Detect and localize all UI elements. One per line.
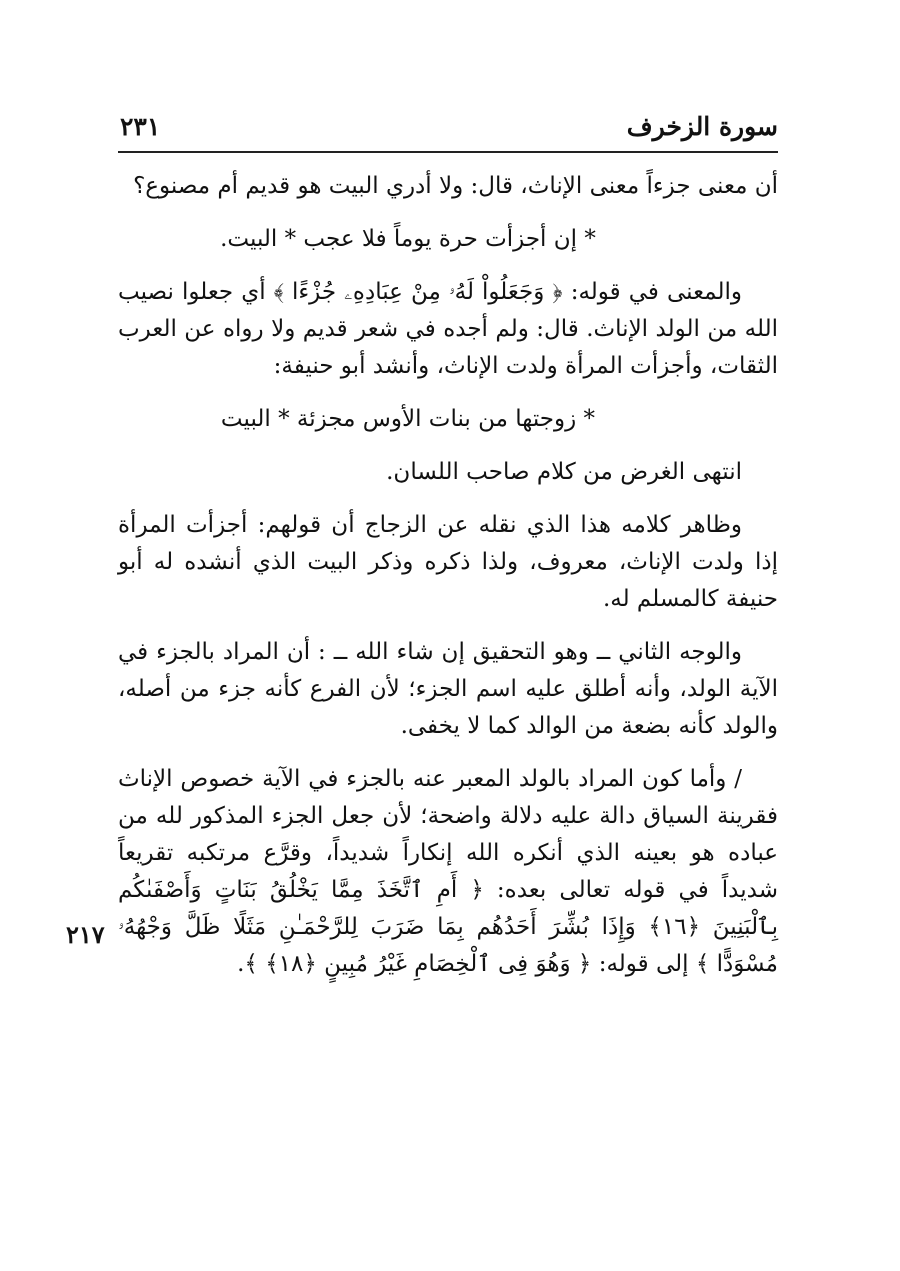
paragraph-3: انتهى الغرض من كلام صاحب اللسان. bbox=[386, 459, 742, 485]
header-divider bbox=[118, 151, 778, 153]
page-number: ٢٣١ bbox=[120, 112, 161, 141]
paragraph-6: / وأما كون المراد بالولد المعبر عنه بالجزء في الآية خصوص الإناث فقرينة السياق دالة عليه دلالة واضحة؛ لأن جعل الجزء المذكور لله من عباده هو بعينه الذي أنكره الله إنكاراً شديداً، وقرَّع مرتكبه تقريعاً شديداً في قوله تعالى بعده: ﴿ أَمِ ٱتَّخَذَ مِمَّا يَخْلُقُ بَنَاتٍ وَأَصْفَىٰكُم بِٱلْبَنِينَ ﴿١٦﴾ وَإِذَا بُشِّرَ أَحَدُهُم بِمَا ضَرَبَ لِلرَّحْمَـٰنِ مَثَلًا ظَلَّ وَجْهُهُۥ مُسْوَدًّا ﴾ إلى قوله: ﴿ وَهُوَ فِى ٱلْخِصَامِ غَيْرُ مُبِينٍ ﴿١٨﴾ ﴾. bbox=[118, 766, 778, 977]
paragraph-1: أن معنى جزءاً معنى الإناث، قال: ولا أدري البيت هو قديم أم مصنوع؟ bbox=[133, 173, 778, 199]
paragraph-2: والمعنى في قوله: ﴿ وَجَعَلُواْ لَهُۥ مِنْ عِبَادِهِۦ جُزْءًا ﴾ أي جعلوا نصيب الله من الولد الإناث. قال: ولم أجده في شعر قديم ولا رواه عن العرب الثقات، وأجزأت المرأة ولدت الإناث، وأنشد أبو حنيفة: bbox=[118, 279, 779, 379]
margin-page-reference: ٢١٧ bbox=[66, 920, 105, 949]
page-body bbox=[118, 168, 778, 999]
paragraph-4: وظاهر كلامه هذا الذي نقله عن الزجاج أن قولهم: أجزأت المرأة إذا ولدت الإناث، معروف، ولذا ذكره وذكر البيت الذي أنشده له أبو حنيفة كالمسلم له. bbox=[118, 512, 778, 612]
page-header bbox=[118, 112, 778, 150]
poetry-verse-1: * إن أجزأت حرة يوماً فلا عجب * البيت. bbox=[220, 226, 596, 252]
poetry-verse-2: * زوجتها من بنات الأوس مجزئة * البيت bbox=[220, 406, 596, 432]
paragraph-5: والوجه الثاني ــ وهو التحقيق إن شاء الله ــ : أن المراد بالجزء في الآية الولد، وأنه أطلق عليه اسم الجزء؛ لأن الفرع كأنه جزء من أصله، والولد كأنه بضعة من الوالد كما لا يخفى. bbox=[118, 639, 778, 739]
surah-title: سورة الزخرف bbox=[626, 112, 778, 141]
